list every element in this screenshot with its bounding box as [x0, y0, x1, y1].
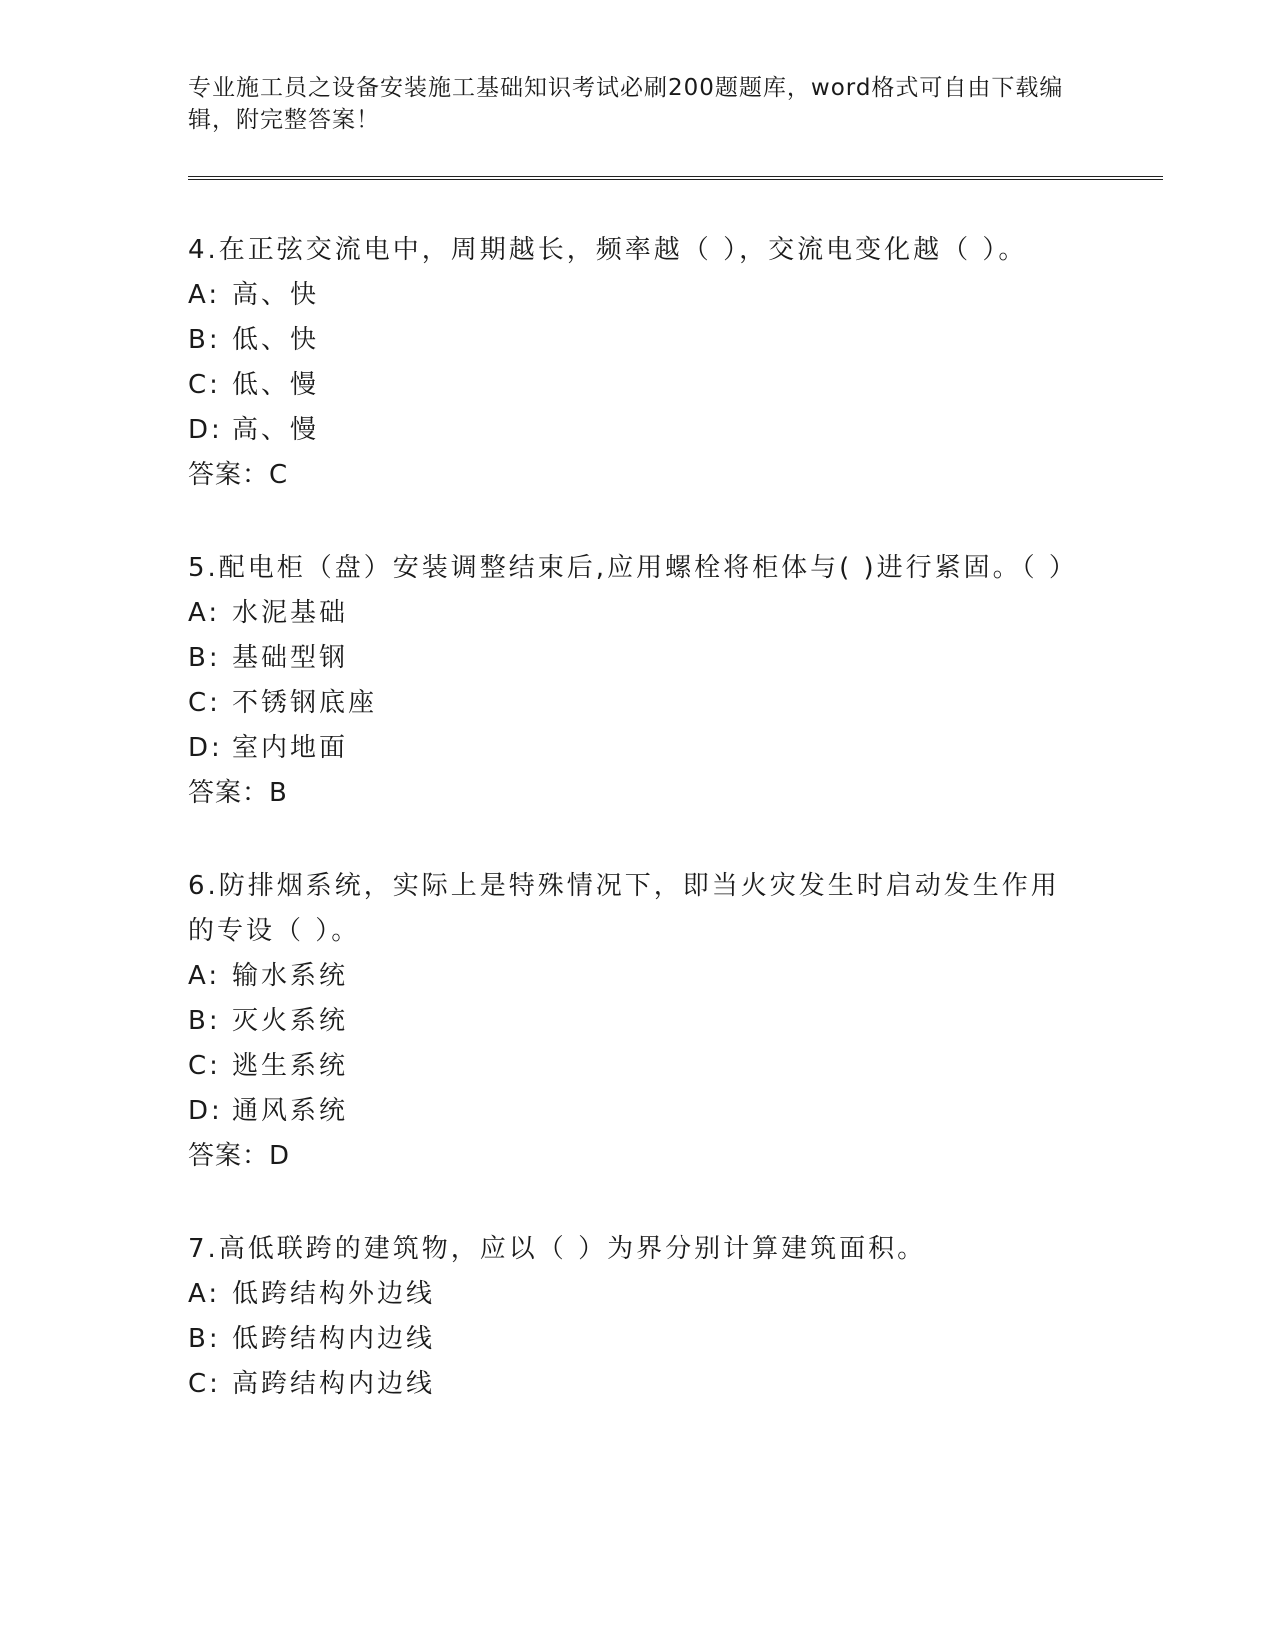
option-c: C: 高跨结构内边线	[188, 1369, 436, 1399]
option-c: C: 低、慢	[188, 370, 320, 400]
question-stem: 4.在正弦交流电中，周期越长，频率越（ ），交流电变化越（ ）。	[188, 235, 1028, 265]
header-divider	[188, 176, 1163, 180]
option-d: D: 高、慢	[188, 415, 320, 445]
option-b: B: 低跨结构内边线	[188, 1324, 436, 1354]
question-stem: 5.配电柜（盘）安装调整结束后,应用螺栓将柜体与( )进行紧固。（ ）	[188, 553, 1078, 583]
document-page	[188, 72, 1163, 1407]
answer-line: 答案：B	[188, 778, 288, 808]
option-b: B: 基础型钢	[188, 643, 349, 673]
question-stem: 6.防排烟系统，实际上是特殊情况下，即当火灾发生时启动发生作用的专设（ ）。	[188, 871, 1060, 946]
option-d: D: 通风系统	[188, 1096, 349, 1126]
answer-line: 答案：C	[188, 460, 289, 490]
option-c: C: 不锈钢底座	[188, 688, 378, 718]
option-a: A: 输水系统	[188, 961, 349, 991]
option-a: A: 高、快	[188, 280, 320, 310]
option-b: B: 低、快	[188, 325, 320, 355]
question-block	[188, 228, 1163, 498]
question-block	[188, 864, 1163, 1179]
document-title: 专业施工员之设备安装施工基础知识考试必刷200题题库，word格式可自由下载编辑，附完整答案！	[188, 75, 1064, 133]
option-a: A: 低跨结构外边线	[188, 1279, 436, 1309]
option-b: B: 灭火系统	[188, 1006, 349, 1036]
option-d: D: 室内地面	[188, 733, 349, 763]
question-block	[188, 546, 1163, 816]
question-stem: 7.高低联跨的建筑物，应以（ ）为界分别计算建筑面积。	[188, 1234, 927, 1264]
option-a: A: 水泥基础	[188, 598, 349, 628]
option-c: C: 逃生系统	[188, 1051, 349, 1081]
question-block	[188, 1227, 1163, 1407]
answer-line: 答案：D	[188, 1141, 291, 1171]
